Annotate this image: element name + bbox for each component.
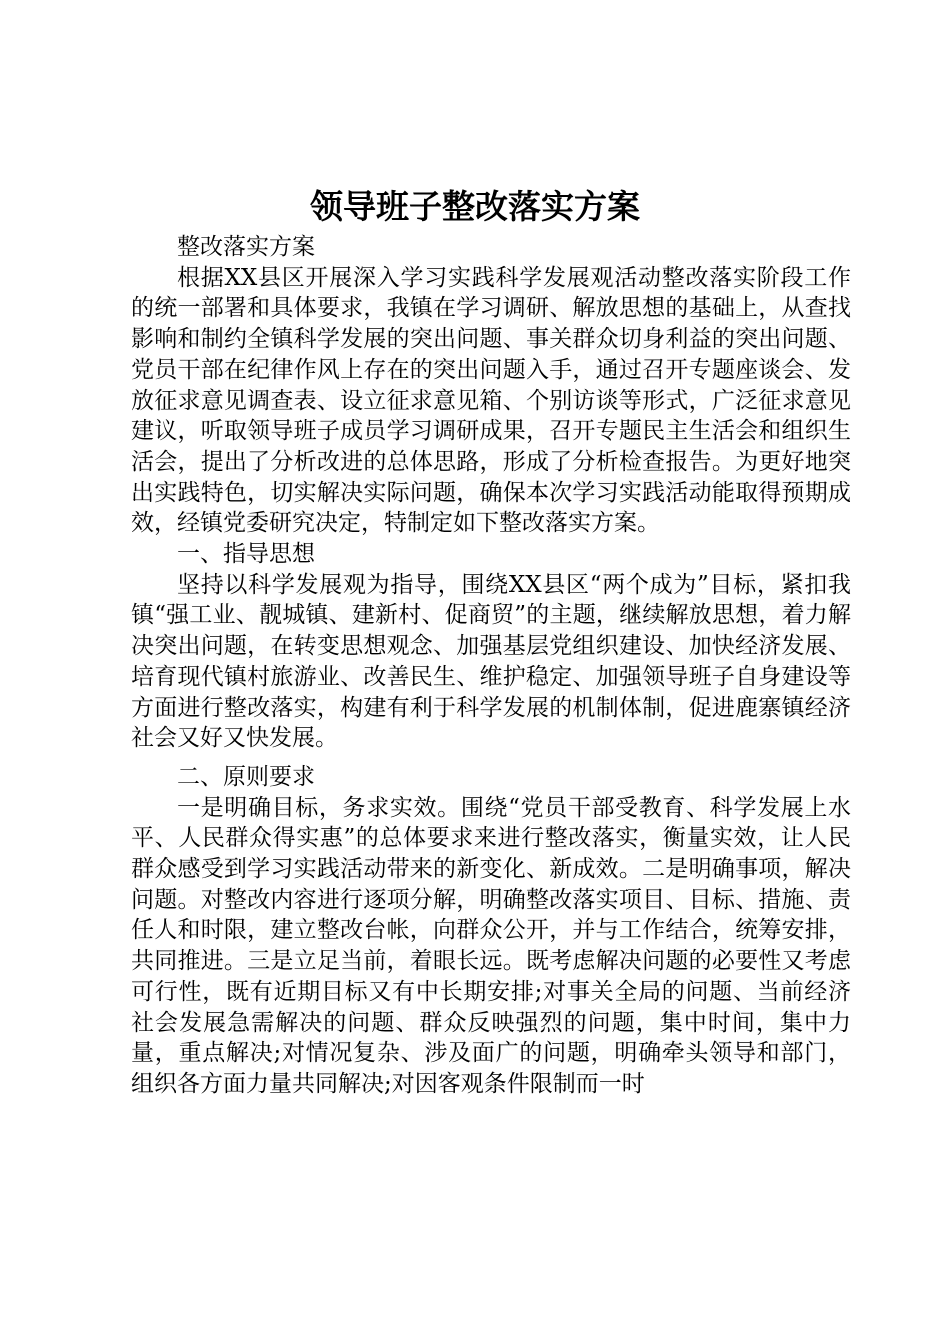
paragraph-intro: 根据XX县区开展深入学习实践科学发展观活动整改落实阶段工作的统一部署和具体要求，我镇在学习调研、解放思想的基础上，从查找影响和制约全镇科学发展的突出问题、事关群众切身利益的突出问题、党员干部在纪律作风上存在的突出问题入手，通过召开专题座谈会、发放征求意见调查表、设立征求意见箱、个别访谈等形式，广泛征求意见建议，听取领导班子成员学习调研成果，召开专题民主生活会和组织生活会，提出了分析改进的总体思路，形成了分析检查报告。为更好地突出实践特色，切实解决实际问题，确保本次学习实践活动能取得预期成效，经镇党委研究决定，特制定如下整改落实方案。	[131, 264, 851, 537]
paragraph-guiding-thought: 坚持以科学发展观为指导，围绕XX县区“两个成为”目标，紧扣我镇“强工业、靓城镇、建新村、促商贸”的主题，继续解放思想，着力解决突出问题，在转变思想观念、加强基层党组织建设、加快经济发展、培育现代镇村旅游业、改善民生、维护稳定、加强领导班子自身建设等方面进行整改落实，构建有利于科学发展的机制体制，促进鹿寨镇经济社会又好又快发展。	[131, 571, 851, 752]
document-title: 领导班子整改落实方案	[310, 187, 640, 226]
document-body	[131, 232, 851, 1100]
section-heading-principles: 二、原则要求	[177, 763, 315, 790]
section-heading-guiding-thought: 一、指导思想	[177, 541, 315, 568]
section-heading-plan: 整改落实方案	[177, 234, 315, 260]
paragraph-principles: 一是明确目标，务求实效。围绕“党员干部受教育、科学发展上水平、人民群众得实惠”的总体要求来进行整改落实，衡量实效，让人民群众感受到学习实践活动带来的新变化、新成效。二是明确事项，解决问题。对整改内容进行逐项分解，明确整改落实项目、目标、措施、责任人和时限，建立整改台帐，向群众公开，并与工作结合，统筹安排，共同推进。三是立足当前，着眼长远。既考虑解决问题的必要性又考虑可行性，既有近期目标又有中长期安排;对事关全局的问题、当前经济社会发展急需解决的问题、群众反映强烈的问题，集中时间，集中力量，重点解决;对情况复杂、涉及面广的问题，明确牵头领导和部门，组织各方面力量共同解决;对因客观条件限制而一时	[131, 794, 851, 1097]
